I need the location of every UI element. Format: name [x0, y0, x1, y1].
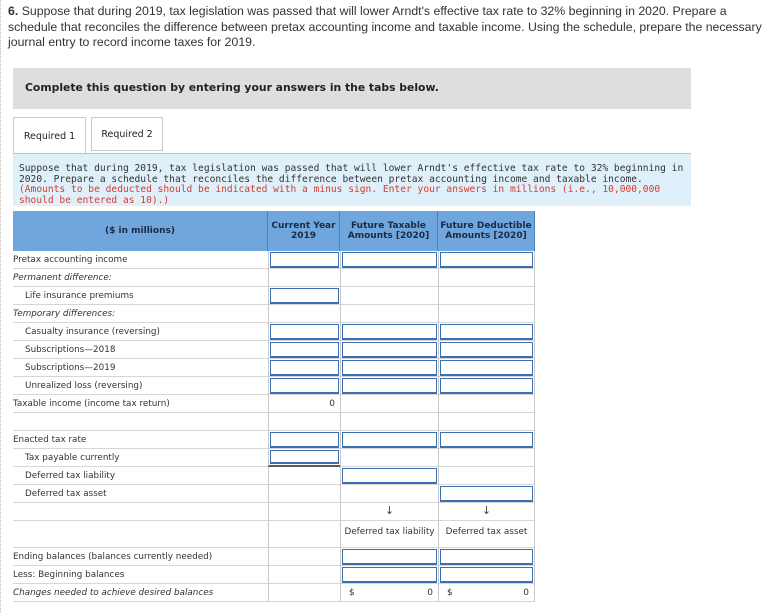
table-row-pretax: [13, 251, 535, 269]
row-label: Unrealized loss (reversing): [25, 381, 143, 391]
unrealized-current-input[interactable]: [270, 378, 339, 394]
table-row-taxable-income: [13, 395, 535, 413]
subs2018-deductible-input[interactable]: [440, 342, 533, 358]
tab-bar: [13, 117, 691, 154]
casualty-taxable-input[interactable]: [342, 324, 437, 340]
pretax-current-input[interactable]: [270, 252, 339, 268]
table-row-changes-needed: [13, 584, 535, 602]
table-row-life-insurance: [13, 287, 535, 305]
notice-red-text: (Amounts to be deducted should be indicated with a minus sign. Enter your answers in millions (i.e., 10,000,000 should be entered as 10).): [19, 184, 661, 206]
casualty-current-input[interactable]: [270, 324, 339, 340]
row-label: Tax payable currently: [25, 453, 120, 463]
header-future-deductible: Future Deductible Amounts [2020]: [438, 211, 535, 251]
down-arrow-icon: ↓: [384, 504, 395, 517]
table-row-subscriptions-2019: [13, 359, 535, 377]
instruction-text: Complete this question by entering your answers in the tabs below.: [25, 81, 439, 94]
table-row-tax-payable: [13, 449, 535, 467]
pretax-taxable-input[interactable]: [342, 252, 437, 268]
taxable-income-value: 0: [329, 399, 335, 409]
table-row-unrealized-loss: [13, 377, 535, 395]
payable-current-input[interactable]: [270, 450, 339, 464]
subs2019-taxable-input[interactable]: [342, 360, 437, 376]
table-row-casualty: [13, 323, 535, 341]
table-row-temporary: [13, 305, 535, 323]
question-text: [8, 4, 763, 51]
table-row-arrows: [13, 503, 535, 521]
unrealized-deductible-input[interactable]: [440, 378, 533, 394]
ending-dta-input[interactable]: [440, 549, 533, 565]
header-label: ($ in millions): [13, 211, 268, 251]
row-label: Subscriptions—2018: [25, 345, 116, 355]
table-row-deferred-liability: [13, 467, 535, 485]
subs2018-taxable-input[interactable]: [342, 342, 437, 358]
row-label: Temporary differences:: [13, 309, 116, 319]
subs2019-deductible-input[interactable]: [440, 360, 533, 376]
row-label: Ending balances (balances currently needed): [13, 552, 213, 562]
beginning-dta-input[interactable]: [440, 567, 533, 583]
table-row-beginning-balances: [13, 566, 535, 584]
tab-required-1[interactable]: Required 1: [13, 117, 86, 154]
row-label: Less: Beginning balances: [13, 570, 125, 580]
row-label: Enacted tax rate: [13, 435, 87, 445]
changes-dtl-value: 0: [427, 588, 433, 598]
header-future-taxable: Future Taxable Amounts [2020]: [340, 211, 438, 251]
dta-deductible-input[interactable]: [440, 486, 533, 502]
beginning-dtl-input[interactable]: [342, 567, 437, 583]
table-row-permanent: [13, 269, 535, 287]
life-current-input[interactable]: [270, 288, 339, 304]
row-label: Deferred tax liability: [25, 471, 116, 481]
question-number: 6.: [8, 4, 19, 18]
dollar-sign: $: [349, 588, 355, 598]
casualty-deductible-input[interactable]: [440, 324, 533, 340]
row-label: Casualty insurance (reversing): [25, 327, 160, 337]
rate-current-input[interactable]: [270, 432, 339, 448]
changes-dta-value: 0: [523, 588, 529, 598]
pretax-deductible-input[interactable]: [440, 252, 533, 268]
ending-dtl-input[interactable]: [342, 549, 437, 565]
table-row-column-labels: [13, 521, 535, 548]
row-label: Changes needed to achieve desired balances: [13, 588, 214, 598]
instructions-panel: [13, 153, 691, 206]
table-row-spacer: [13, 413, 535, 431]
table-row-deferred-asset: [13, 485, 535, 503]
row-label: Taxable income (income tax return): [13, 399, 170, 409]
row-label: Pretax accounting income: [13, 255, 128, 265]
rate-deductible-input[interactable]: [440, 432, 533, 448]
subs2018-current-input[interactable]: [270, 342, 339, 358]
row-label: Permanent difference:: [13, 273, 112, 283]
row-label: Subscriptions—2019: [25, 363, 116, 373]
down-arrow-icon: ↓: [481, 504, 492, 517]
dtl-column-label: Deferred tax liability: [344, 527, 435, 537]
dta-column-label: Deferred tax asset: [445, 527, 528, 537]
unrealized-taxable-input[interactable]: [342, 378, 437, 394]
row-label: Deferred tax asset: [25, 489, 107, 499]
table-row-enacted-rate: [13, 431, 535, 449]
dtl-taxable-input[interactable]: [342, 468, 437, 484]
notice-text: Suppose that during 2019, tax legislation was passed that will lower Arndt's effective tax rate to 32% beginning in 2020. Prepare a schedule that reconciles the difference between pretax accounting income and taxable income.: [19, 163, 684, 185]
tab-required-2[interactable]: Required 2: [91, 117, 163, 151]
left-dotted-rule: [0, 0, 1, 613]
rate-taxable-input[interactable]: [342, 432, 437, 448]
instruction-bar: [13, 68, 691, 109]
row-label: Life insurance premiums: [25, 291, 134, 301]
subs2019-current-input[interactable]: [270, 360, 339, 376]
table-row-ending-balances: [13, 548, 535, 566]
table-row-subscriptions-2018: [13, 341, 535, 359]
dollar-sign: $: [447, 588, 453, 598]
header-current-year: Current Year 2019: [268, 211, 340, 251]
question-body: Suppose that during 2019, tax legislation was passed that will lower Arndt's effective tax rate to 32% beginning in 2020. Prepare a schedule that reconciles the difference between pretax accounting income and taxable income. Using the schedule, prepare the necessary journal entry to record income taxes for 2019.: [8, 4, 762, 50]
